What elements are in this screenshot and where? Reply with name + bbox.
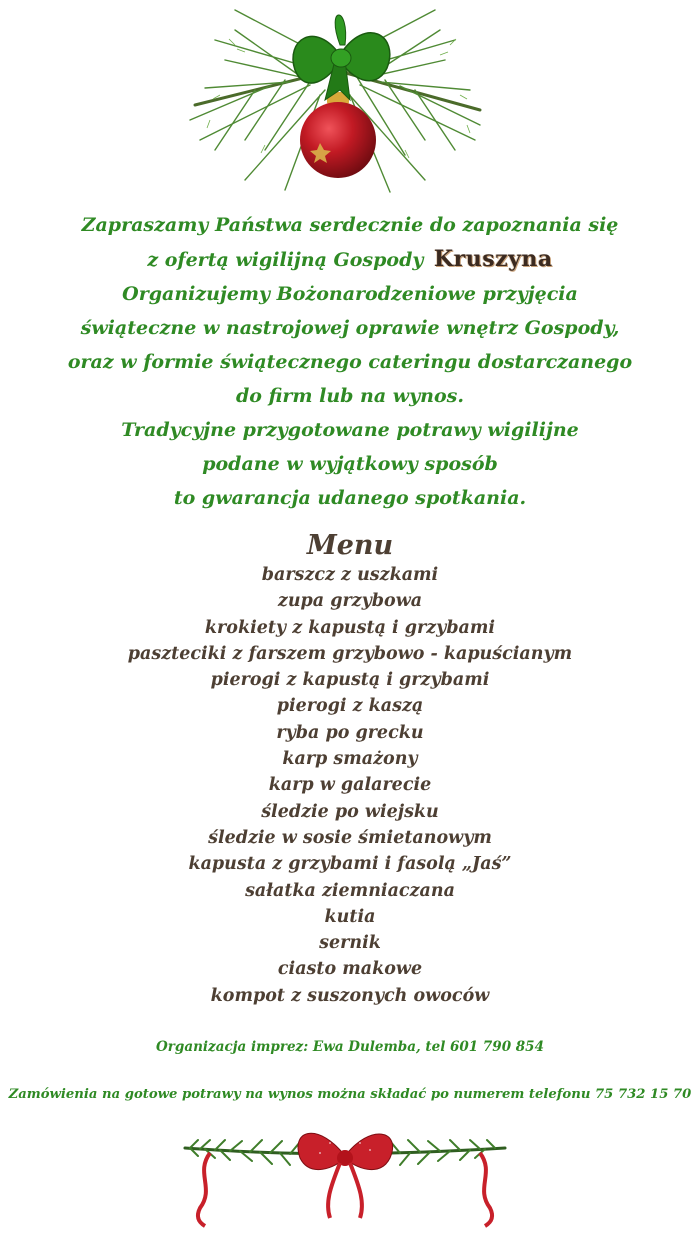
organizer-contact: Organizacja imprez: Ewa Dulemba, tel 601 790 854	[156, 1039, 544, 1055]
menu-item: krokiety z kapustą i grzybami	[204, 617, 496, 638]
intro-line: do firm lub na wynos.	[236, 385, 464, 407]
menu-item: ryba po grecku	[276, 722, 424, 743]
intro-line: z ofertą wigilijną Gospody	[147, 249, 424, 271]
menu-item: sałatka ziemniaczana	[245, 880, 455, 901]
menu-item: śledzie w sosie śmietanowym	[208, 827, 492, 848]
menu-item: barszcz z uszkami	[261, 565, 439, 585]
menu-item: sernik	[319, 933, 381, 954]
pine-garland-decoration	[180, 1118, 510, 1233]
intro-line: to gwarancja udanego spotkania.	[173, 487, 527, 509]
menu-item: śledzie po wiejsku	[261, 801, 439, 822]
intro-line-with-brand	[0, 242, 700, 277]
menu-item: kutia	[324, 906, 376, 927]
menu-item: ciasto makowe	[277, 959, 423, 980]
intro-line: podane w wyjątkowy sposób	[202, 453, 498, 475]
intro-line: Tradycyjne przygotowane potrawy wigilijne	[121, 419, 579, 441]
orders-contact: Zamówienia na gotowe potrawy na wynos można składać po numerem telefonu 75 732 15 70	[8, 1087, 692, 1102]
intro-text	[0, 208, 700, 515]
intro-line: oraz w formie świątecznego cateringu dostarczanego	[67, 351, 633, 373]
menu-item: paszteciki z farszem grzybowo - kapuścianym	[127, 643, 573, 664]
menu-item: karp w galarecie	[268, 775, 432, 796]
menu-item: karp smażony	[282, 749, 418, 770]
christmas-bauble-ornament	[175, 0, 495, 200]
brand-logo: Kruszyna	[434, 246, 553, 272]
intro-line: Organizujemy Bożonarodzeniowe przyjęcia	[122, 283, 578, 305]
menu-item: pierogi z kaszą	[276, 696, 424, 717]
menu-list	[0, 562, 700, 1009]
menu-title: Menu	[306, 530, 394, 561]
intro-line: Zapraszamy Państwa serdecznie do zapoznania się	[81, 214, 619, 236]
menu-item: zupa grzybowa	[277, 591, 423, 612]
intro-line: świąteczne w nastrojowej oprawie wnętrz Gospody,	[80, 317, 620, 339]
menu-item: pierogi z kapustą i grzybami	[210, 670, 490, 691]
menu-item: kapusta z grzybami i fasolą „Jaś”	[188, 854, 512, 875]
menu-item: kompot z suszonych owoców	[210, 985, 490, 1006]
